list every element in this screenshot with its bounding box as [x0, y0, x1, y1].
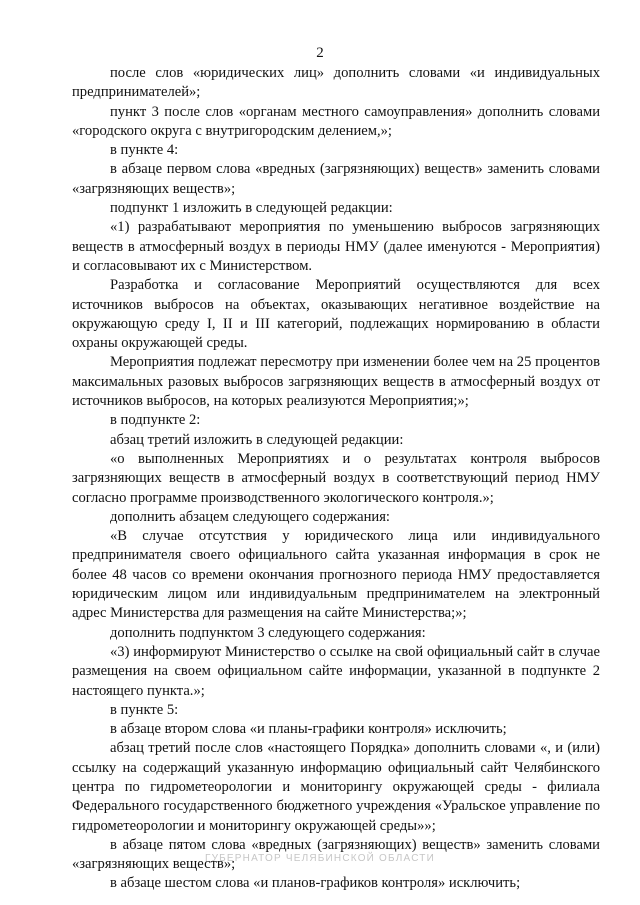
paragraph: дополнить подпунктом 3 следующего содержания: — [110, 624, 426, 641]
document-body — [72, 64, 600, 894]
paragraph: Мероприятия подлежат пересмотру при изменении более чем на 25 процентов максимальных разовых выбросов загрязняющих веществ в атмосферный воздух от источников выбросов, на которых реализуются Мероприятия;»; — [72, 354, 600, 410]
paragraph: «3) информируют Министерство о ссылке на свой официальный сайт в случае размещения на своем официальном сайте информации, указанной в подпункте 2 настоящего пункта.»; — [72, 643, 600, 699]
page-number: 2 — [316, 45, 324, 61]
paragraph: в абзаце первом слова «вредных (загрязняющих) веществ» заменить словами «загрязняющих веществ»; — [72, 161, 600, 197]
paragraph: в пункте 5: — [110, 701, 179, 718]
paragraph: абзац третий изложить в следующей редакции: — [110, 431, 404, 448]
paragraph: после слов «юридических лиц» дополнить словами «и индивидуальных предпринимателей»; — [72, 65, 600, 101]
paragraph: в пункте 4: — [110, 142, 179, 159]
paragraph: в абзаце шестом слова «и планов-графиков контроля» исключить; — [110, 875, 521, 892]
footer-watermark: ГУБЕРНАТОР ЧЕЛЯБИНСКОЙ ОБЛАСТИ — [205, 853, 435, 864]
paragraph: абзац третий после слов «настоящего Порядка» дополнить словами «, и (или) ссылку на содержащий указанную информацию официальный сайт Челябинского центра по гидрометеорологии и мониторингу окружающей среды - филиала Федерального государственного бюджетного учреждения «Уральское управление по гидрометеорологии и мониторингу окружающей среды»»; — [72, 740, 600, 834]
paragraph: в абзаце втором слова «и планы-графики контроля» исключить; — [110, 721, 507, 738]
paragraph: в подпункте 2: — [110, 412, 201, 429]
paragraph: пункт 3 после слов «органам местного самоуправления» дополнить словами «городского округа с внутригородским делением,»; — [72, 103, 600, 139]
paragraph: в абзаце пятом слова «вредных (загрязняющих) веществ» заменить словами «загрязняющих веществ»; — [72, 836, 600, 873]
paragraph: дополнить абзацем следующего содержания: — [110, 508, 390, 525]
paragraph: Разработка и согласование Мероприятий осуществляются для всех источников выбросов на объектах, оказывающих негативное воздействие на окружающую среду I, II и III категорий, подлежащих нормированию в области охраны окружающей среды. — [72, 277, 600, 352]
paragraph: «В случае отсутствия у юридического лица или индивидуального предпринимателя своего официального сайта указанная информация в срок не более 48 часов со времени окончания прогнозного периода НМУ предоставляется юридическим лицом или индивидуальным предпринимателем на электронный адрес Министерства для размещения на сайте Министерства;»; — [72, 528, 600, 622]
paragraph: «1) разрабатывают мероприятия по уменьшению выбросов загрязняющих веществ в атмосферный воздух в периоды НМУ (далее именуются - Мероприятия) и согласовывают их с Министерством. — [72, 219, 600, 274]
paragraph: подпункт 1 изложить в следующей редакции: — [110, 200, 393, 217]
paragraph: «о выполненных Мероприятиях и о результатах контроля выбросов загрязняющих веществ в атмосферный воздух в соответствующий период НМУ согласно программе производственного экологического контроля.»; — [72, 450, 600, 506]
